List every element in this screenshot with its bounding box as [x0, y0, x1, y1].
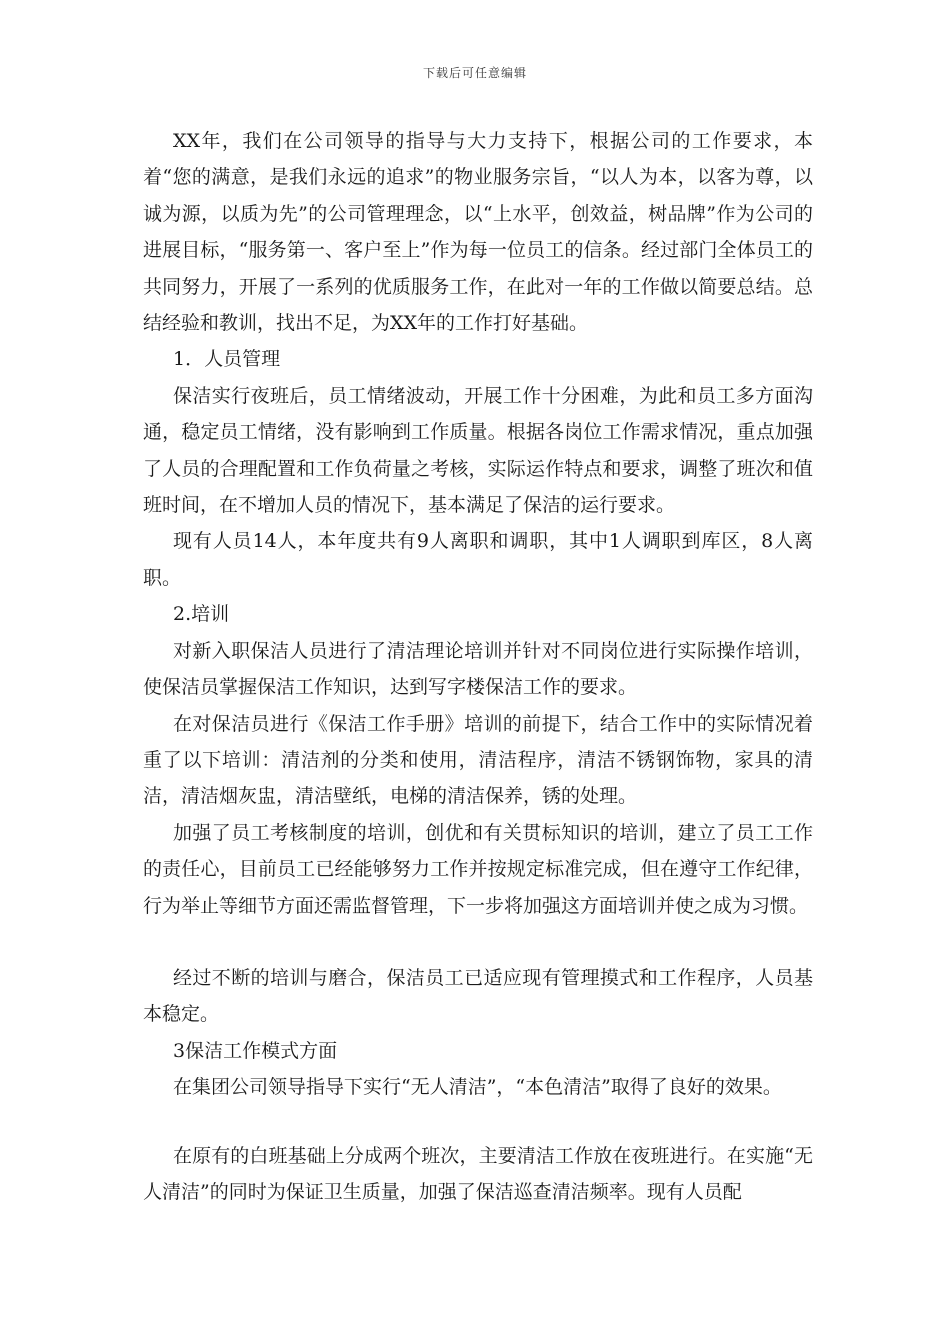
page-header: 下载后可任意编辑 — [422, 66, 527, 80]
section-heading-staff-management: 1．人员管理 — [173, 348, 281, 371]
staff-management-paragraph: 保洁实行夜班后，员工情绪波动，开展工作十分困难，为此和员工多方面沟通，稳定员工情绪，没有影响到工作质量。根据各岗位工作需求情况，重点加强了人员的合理配置和工作负荷量之考核，实际运作特点和要求，调整了班次和值班时间，在不增加人员的情况下，基本满足了保洁的运行要求。 — [143, 384, 813, 517]
training-paragraph-2: 在对保洁员进行《保洁工作手册》培训的前提下，结合工作中的实际情况着重了以下培训：清洁剂的分类和使用，清洁程序，清洁不锈钢饰物，家具的清洁，清洁烟灰盅，清洁壁纸，电梯的清洁保养，锈的处理。 — [143, 712, 813, 808]
cleaning-mode-paragraph-2: 在原有的白班基础上分成两个班次，主要清洁工作放在夜班进行。在实施“无人清洁”的同时为保证卫生质量，加强了保洁巡查清洁频率。现有人员配 — [143, 1144, 813, 1203]
intro-paragraph: XX年，我们在公司领导的指导与大力支持下，根据公司的工作要求，本着“您的满意，是我们永远的追求”的物业服务宗旨，“以人为本，以客为尊，以诚为源，以质为先”的公司管理理念，以“上水平，创效益，树品牌”作为公司的进展目标，“服务第一、客户至上”作为每一位员工的信条。经过部门全体员工的共同努力，开展了一系列的优质服务工作，在此对一年的工作做以简要总结。总结经验和教训，找出不足，为XX年的工作打好基础。 — [143, 130, 813, 335]
training-paragraph-3: 加强了员工考核制度的培训，创优和有关贯标知识的培训，建立了员工工作的责任心，目前员工已经能够努力工作并按规定标准完成，但在遵守工作纪律，行为举止等细节方面还需监督管理，下一步将加强这方面培训并使之成为习惯。 — [143, 821, 813, 917]
paragraph-spacer — [143, 924, 813, 960]
training-paragraph-4: 经过不断的培训与磨合，保洁员工已适应现有管理摸式和工作程序，人员基本稳定。 — [143, 966, 813, 1026]
section-heading-training: 2.培训 — [173, 603, 230, 626]
document-body — [143, 123, 813, 1210]
staff-count-paragraph: 现有人员14人，本年度共有9人离职和调职，其中1人调职到库区，8人离职。 — [143, 530, 813, 589]
paragraph-spacer — [143, 1106, 813, 1138]
section-heading-cleaning-mode: 3保洁工作模式方面 — [173, 1039, 338, 1062]
training-paragraph-1: 对新入职保洁人员进行了清洁理论培训并针对不同岗位进行实际操作培训，使保洁员掌握保洁工作知识，达到写字楼保洁工作的要求。 — [143, 639, 813, 699]
cleaning-mode-paragraph-1: 在集团公司领导指导下实行“无人清洁”，“本色清洁”取得了良好的效果。 — [173, 1076, 782, 1099]
